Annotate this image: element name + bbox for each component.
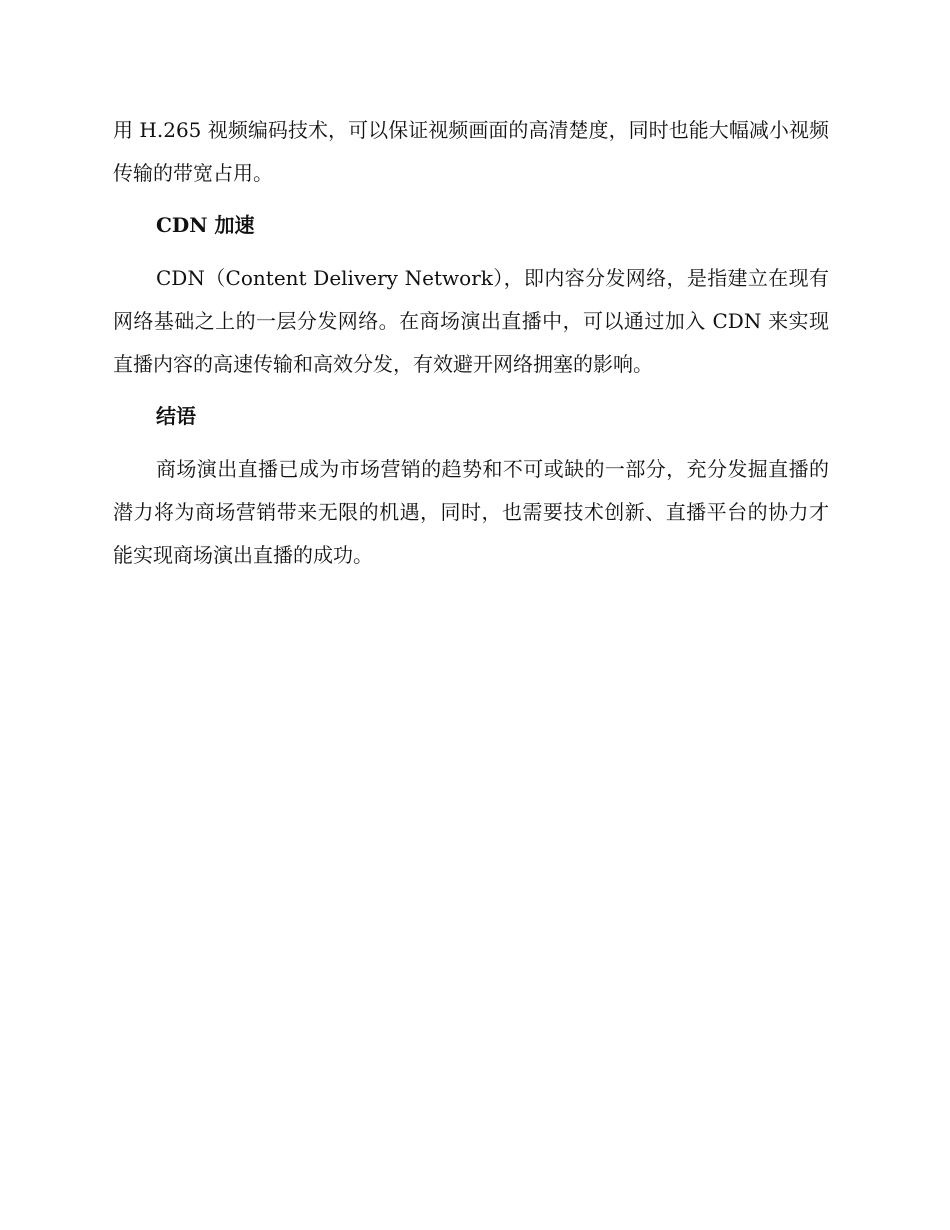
spacer — [113, 247, 829, 257]
intro-paragraph: 用 H.265 视频编码技术，可以保证视频画面的高清楚度，同时也能大幅减小视频传输的带宽占用。 — [113, 118, 829, 185]
spacer — [113, 438, 829, 448]
conclusion-heading: 结语 — [156, 404, 196, 428]
spacer — [113, 195, 829, 204]
conclusion-paragraph: 商场演出直播已成为市场营销的趋势和不可或缺的一部分，充分发掘直播的潜力将为商场营销带来无限的机遇，同时，也需要技术创新、直播平台的协力才能实现商场演出直播的成功。 — [113, 457, 829, 567]
cdn-paragraph: CDN（Content Delivery Network），即内容分发网络，是指建立在现有网络基础之上的一层分发网络。在商场演出直播中，可以通过加入 CDN 来实现直播内容的高速传输和高效分发，有效避开网络拥塞的影响。 — [113, 266, 829, 376]
document-body — [113, 109, 829, 577]
spacer — [113, 386, 829, 395]
cdn-heading: CDN 加速 — [156, 213, 255, 237]
